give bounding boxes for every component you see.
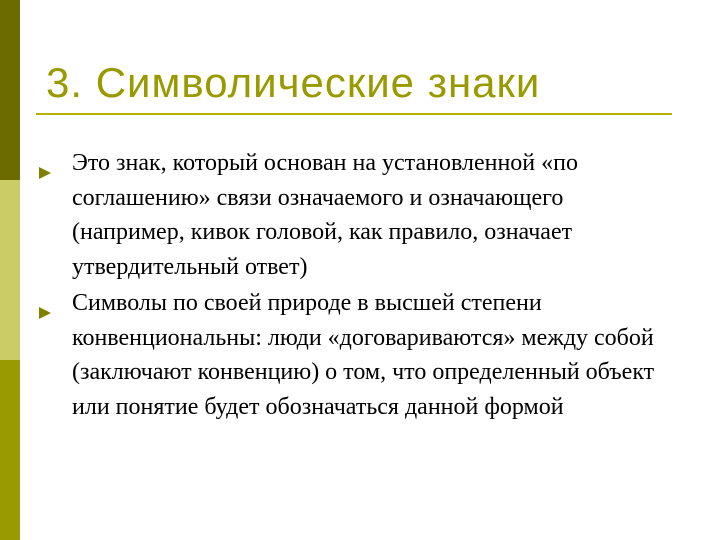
triangle-bullet-icon — [37, 297, 53, 332]
title-divider — [36, 113, 672, 115]
slide-title: 3. Символические знаки — [46, 59, 541, 106]
side-band-middle — [0, 180, 20, 360]
side-band-top — [0, 0, 20, 180]
bullet-text: Символы по своей природе в высшей степени конвенциональны: люди «договариваются» между собой (заключают конвенцию) о том, что определенный объект или понятие будет обозначаться данной формой — [72, 290, 655, 420]
bullet-item — [36, 286, 676, 424]
bullet-list — [36, 146, 676, 424]
bullet-item — [36, 146, 676, 284]
bullet-text: Это знак, который основан на установленной «по соглашению» связи означаемого и означающего (например, кивок головой, как правило, означает утвердительный ответ) — [72, 150, 578, 280]
side-band-bottom — [0, 360, 20, 540]
triangle-bullet-icon — [37, 157, 53, 192]
